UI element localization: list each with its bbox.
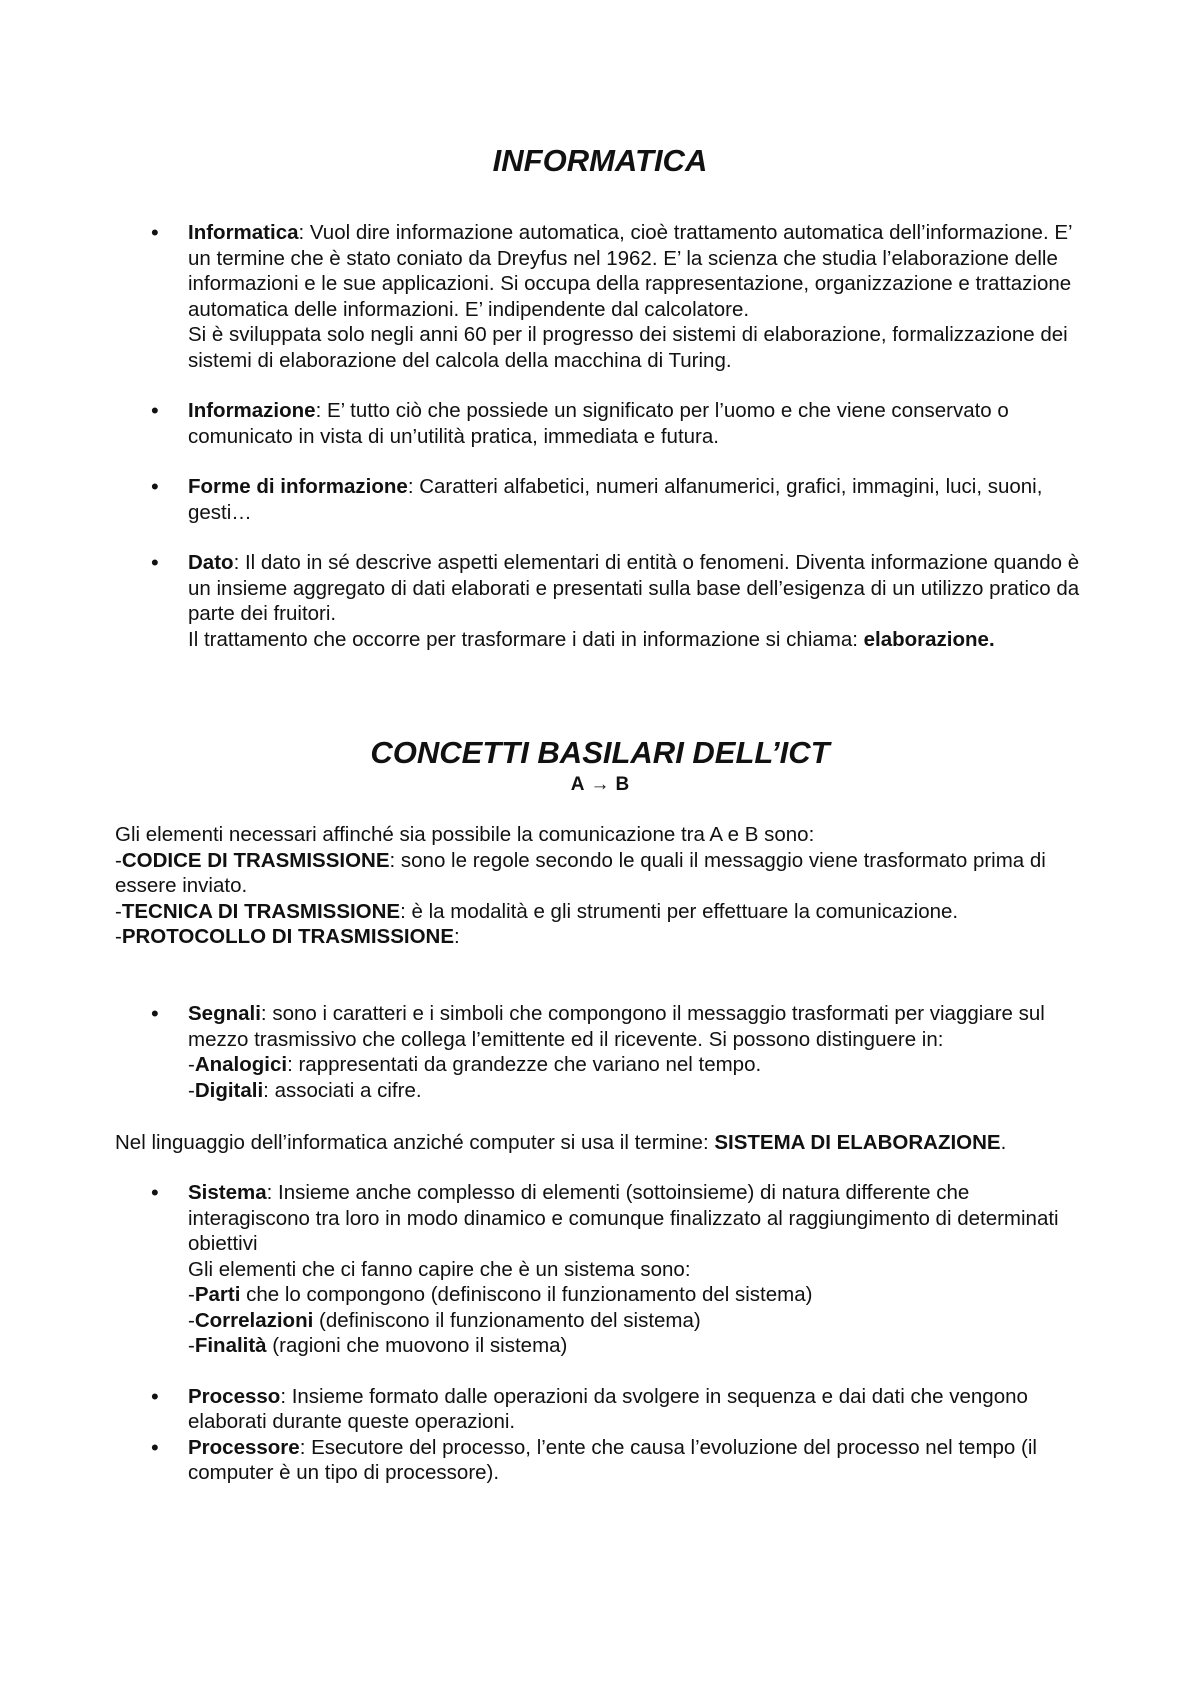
linguaggio-text: Nel linguaggio dell’informatica anziché computer si usa il termine: <box>115 1131 715 1154</box>
list-item-informazione <box>0 398 1088 449</box>
list-item-sistema <box>0 1180 1088 1359</box>
segnali-list <box>0 1001 1088 1103</box>
term-correlazioni: Correlazioni <box>194 1308 314 1332</box>
subtitle-from: A <box>570 774 585 795</box>
section-subtitle <box>0 773 1200 797</box>
definition-forme: : Caratteri alfabetici, numeri alfanumerici, grafici, immagini, luci, suoni, gesti… <box>188 475 1043 524</box>
definition-codice: : sono le regole secondo le quali il messaggio viene trasformato prima di essere inviato. <box>115 848 1046 897</box>
digitali-line <box>188 1078 1088 1104</box>
bullet-icon: • <box>151 474 159 499</box>
term-digitali: Digitali <box>194 1078 264 1102</box>
finalita-line <box>188 1333 1088 1359</box>
term-dato: Dato <box>188 551 234 574</box>
bullet-icon: • <box>151 1180 159 1205</box>
term-finalita: Finalità <box>194 1334 267 1357</box>
definition-analogici: : rappresentati da grandezze che variano nel tempo. <box>287 1053 762 1076</box>
codice-line <box>115 848 1095 899</box>
bullet-icon: • <box>151 220 159 245</box>
page-title: INFORMATICA <box>492 143 708 178</box>
term-sistema: Sistema <box>188 1181 267 1204</box>
dash: - <box>115 848 122 872</box>
sistema-list <box>0 1180 1088 1486</box>
term-informatica: Informatica <box>188 221 299 244</box>
definition-informatica: : Vuol dire informazione automatica, cioè trattamento automatica dell’informazione. E’ un termine che è stato coniato da Dreyfus nel 1962. E’ la scienza che studia l’elaborazione delle informazioni e le sue applicazioni. Si occupa della rappresentazione, organizzazione e trattazione automatica delle informazioni. E’ indipendente dal calcolatore. <box>188 221 1072 321</box>
intro-block <box>115 822 1095 950</box>
definition-sistema: : Insieme anche complesso di elementi (sottoinsieme) di natura differente che interagiscono tra loro in modo dinamico e comunque finalizzato al raggiungimento di determinati obiettivi <box>188 1181 1059 1255</box>
definition-protocollo: : <box>454 925 460 948</box>
bullet-icon: • <box>151 398 159 423</box>
list-item-segnali <box>0 1001 1088 1103</box>
bullet-icon: • <box>151 1383 159 1409</box>
term-processore: Processore <box>188 1435 300 1459</box>
intro-line: Gli elementi necessari affinché sia possibile la comunicazione tra A e B sono: <box>115 823 815 846</box>
term-forme: Forme di informazione <box>188 475 408 498</box>
term-protocollo: PROTOCOLLO DI TRASMISSIONE <box>121 925 455 948</box>
definition-informatica-extra: Si è sviluppata solo negli anni 60 per il progresso dei sistemi di elaborazione, formalizzazione dei sistemi di elaborazione del calcola della macchina di Turing. <box>188 323 1068 372</box>
linguaggio-paragraph <box>115 1130 1095 1156</box>
definition-processo: : Insieme formato dalle operazioni da svolgere in sequenza e dai dati che vengono elaborati durante queste operazioni. <box>188 1384 1028 1433</box>
list-item-dato <box>0 550 1088 652</box>
dash: - <box>115 899 122 923</box>
definition-finalita: (ragioni che muovono il sistema) <box>266 1334 568 1357</box>
section-title: CONCETTI BASILARI DELL’ICT <box>370 735 830 770</box>
correlazioni-line <box>188 1308 1088 1334</box>
list-item-forme <box>0 474 1088 525</box>
term-sistema-elaborazione: SISTEMA DI ELABORAZIONE <box>714 1131 1001 1154</box>
arrow-right-icon: → <box>590 774 610 795</box>
bullet-icon: • <box>151 1434 159 1460</box>
definition-segnali: : sono i caratteri e i simboli che compongono il messaggio trasformati per viaggiare sul mezzo trasmissivo che collega l’emittente ed il ricevente. Si possono distinguere in: <box>188 1002 1045 1051</box>
definition-dato: : Il dato in sé descrive aspetti elementari di entità o fenomeni. Diventa informazione quando è un insieme aggregato di dati elaborati e presentati sulla base dell’esigenza di un utilizzo pratico da parte dei fruitori. <box>188 551 1080 625</box>
analogici-line <box>188 1052 1088 1078</box>
definition-correlazioni: (definiscono il funzionamento del sistema) <box>313 1308 701 1332</box>
definition-informazione: : E’ tutto ciò che possiede un significato per l’uomo e che viene conservato o comunicato in vista di un’utilità pratica, immediata e futura. <box>188 399 1009 448</box>
period: . <box>1000 1131 1007 1154</box>
term-processo: Processo <box>188 1384 281 1408</box>
dash: - <box>188 1283 195 1306</box>
dash: - <box>188 1078 195 1102</box>
bullet-icon: • <box>151 550 159 575</box>
dash: - <box>115 925 122 948</box>
definition-digitali: : associati a cifre. <box>263 1078 422 1102</box>
term-elaborazione: elaborazione. <box>863 627 995 651</box>
term-parti: Parti <box>194 1283 241 1306</box>
dash: - <box>188 1053 195 1076</box>
term-analogici: Analogici <box>194 1053 288 1076</box>
definition-parti: che lo compongono (definiscono il funzionamento del sistema) <box>240 1283 813 1306</box>
term-tecnica: TECNICA DI TRASMISSIONE <box>121 899 401 923</box>
list-item-informatica <box>0 220 1088 373</box>
dash: - <box>188 1308 195 1332</box>
parti-line <box>188 1282 1088 1308</box>
definitions-list <box>0 220 1088 652</box>
tecnica-line <box>115 899 1095 925</box>
list-item-processore <box>0 1435 1088 1486</box>
sistema-elements-intro: Gli elementi che ci fanno capire che è un sistema sono: <box>188 1257 691 1281</box>
subtitle-to: B <box>615 774 630 795</box>
definition-tecnica: : è la modalità e gli strumenti per effettuare la comunicazione. <box>400 899 959 923</box>
list-item-processo <box>0 1384 1088 1435</box>
bullet-icon: • <box>151 1001 159 1026</box>
term-codice: CODICE DI TRASMISSIONE <box>121 848 390 872</box>
dash: - <box>188 1334 195 1357</box>
term-informazione: Informazione <box>188 399 316 422</box>
protocollo-line <box>115 924 1095 950</box>
definition-dato-extra: Il trattamento che occorre per trasformare i dati in informazione si chiama: <box>188 627 864 651</box>
term-segnali: Segnali <box>188 1002 261 1025</box>
definition-processore: : Esecutore del processo, l’ente che causa l’evoluzione del processo nel tempo (il computer è un tipo di processore). <box>188 1435 1037 1484</box>
